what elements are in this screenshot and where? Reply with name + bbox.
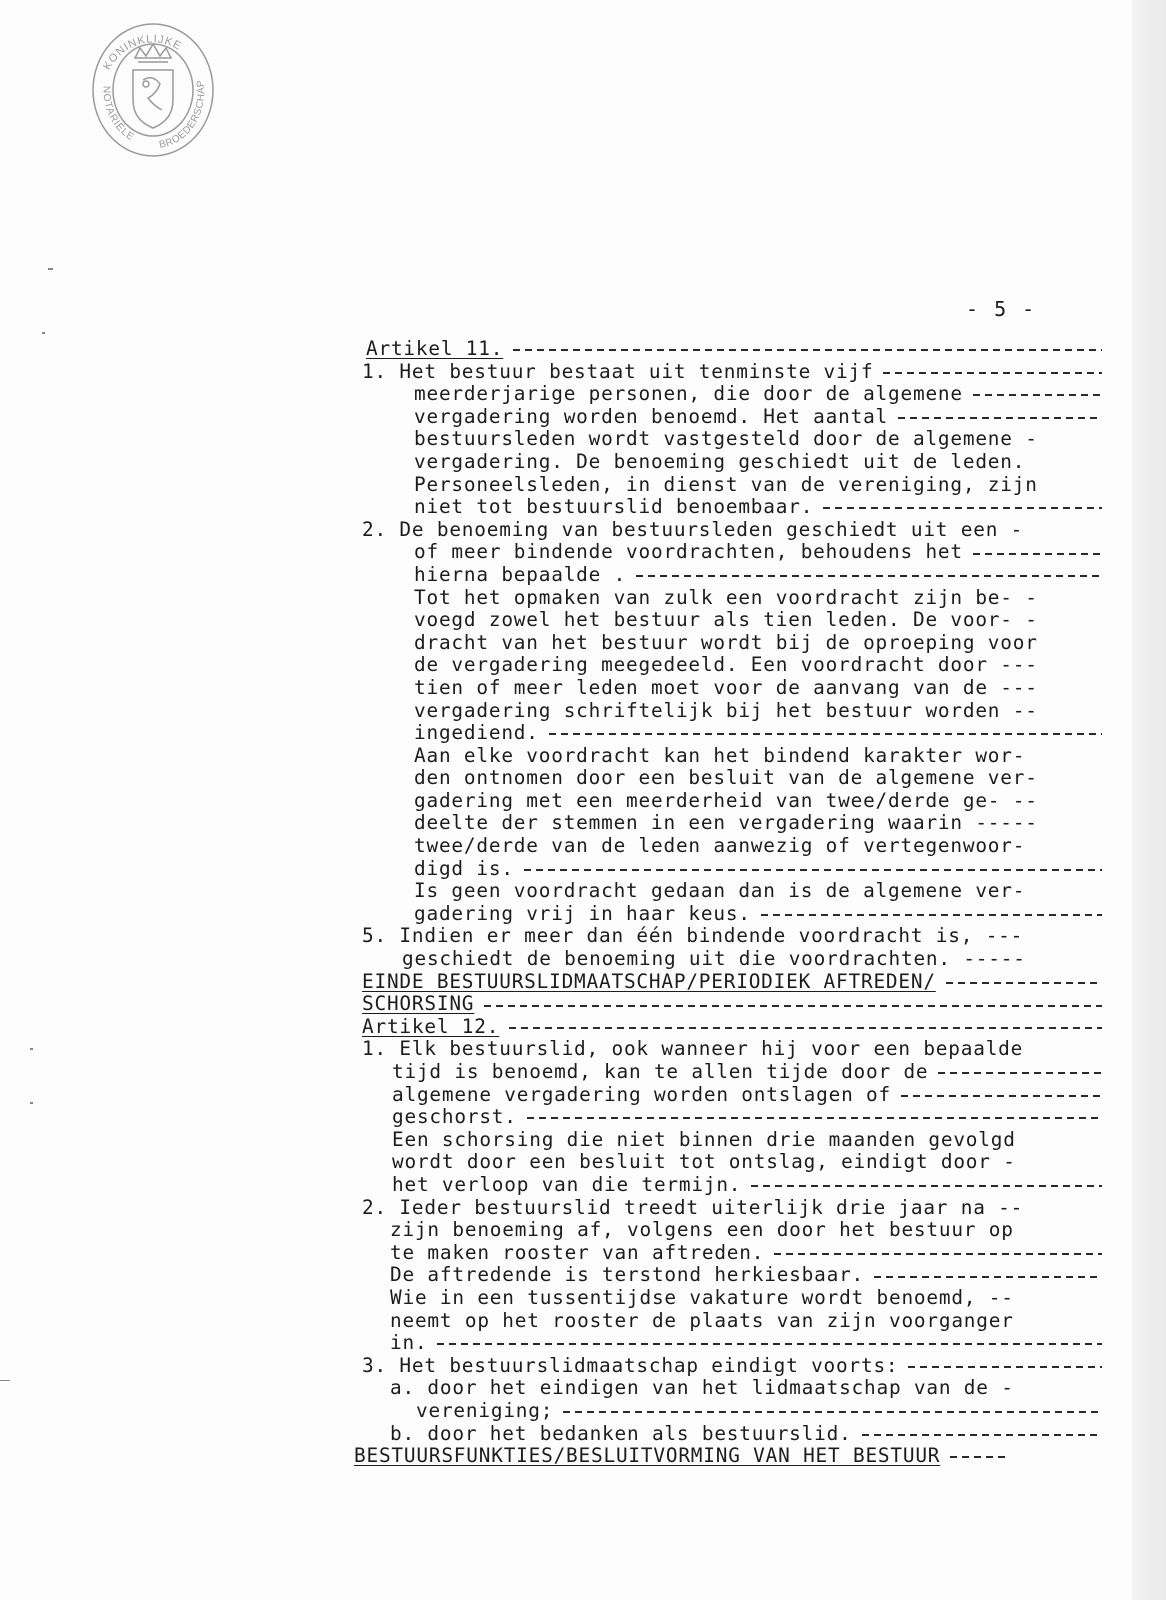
seal-right-text: BROEDERSCHAP xyxy=(158,78,208,151)
seal-left-text: NOTARIËLE xyxy=(100,85,137,144)
text-line: geschiedt de benoeming uit die voordrachten. ----- xyxy=(402,948,1026,971)
text-line: te maken rooster van aftreden. xyxy=(362,1242,1102,1265)
text-line: deelte der stemmen in een vergadering waarin ----- xyxy=(414,812,1038,835)
section-heading: EINDE BESTUURSLIDMAATSCHAP/PERIODIEK AFTREDEN/ xyxy=(362,971,1102,994)
scan-speck xyxy=(0,1380,10,1381)
text-line: Aan elke voordracht kan het bindend karakter wor- xyxy=(414,744,1026,767)
scan-speck xyxy=(48,268,53,270)
text-line: 5. Indien er meer dan één bindende voordracht is, --- xyxy=(362,925,1024,948)
scan-speck xyxy=(30,1048,33,1050)
text-line: 3. Het bestuurslidmaatschap eindigt voorts: xyxy=(362,1355,1102,1378)
text-line: tijd is benoemd, kan te allen tijde door de xyxy=(362,1061,1102,1084)
article-heading: Artikel 11. xyxy=(362,338,1102,361)
text-line: meerderjarige personen, die door de algemene xyxy=(362,383,1102,406)
text-line: b. door het bedanken als bestuurslid. xyxy=(362,1423,1102,1446)
text-line: gadering met een meerderheid van twee/derde ge- -- xyxy=(414,789,1038,812)
text-line: geschorst. xyxy=(362,1106,1102,1129)
notary-seal-stamp xyxy=(88,18,218,163)
text-line: voegd zowel het bestuur als tien leden. De voor- - xyxy=(414,609,1038,632)
svg-text:KONINKLIJKE xyxy=(101,33,183,72)
svg-text:BROEDERSCHAP xyxy=(158,79,207,151)
text-line: neemt op het rooster de plaats van zijn voorganger xyxy=(390,1309,1014,1332)
text-line: Tot het opmaken van zulk een voordracht zijn be- - xyxy=(414,586,1038,609)
deed-text xyxy=(354,338,1102,1468)
text-line: Is geen voordracht gedaan dan is de algemene ver- xyxy=(414,880,1026,903)
text-line: den ontnomen door een besluit van de algemene ver- xyxy=(414,767,1038,790)
scan-speck xyxy=(30,1102,33,1104)
section-heading: BESTUURSFUNKTIES/BESLUITVORMING VAN HET BESTUUR xyxy=(354,1445,1102,1468)
text-line: Personeelsleden, in dienst van de vereniging, zijn xyxy=(414,473,1038,496)
section-heading: SCHORSING xyxy=(362,993,1102,1016)
text-line: twee/derde van de leden aanwezig of vertegenwoor- xyxy=(414,835,1026,858)
scan-speck xyxy=(42,332,45,334)
text-line: De aftredende is terstond herkiesbaar. xyxy=(362,1264,1102,1287)
seal-top-text: KONINKLIJKE xyxy=(101,33,184,73)
text-line: a. door het eindigen van het lidmaatschap van de - xyxy=(390,1377,1014,1400)
text-line: vereniging; xyxy=(362,1400,1102,1423)
text-line: of meer bindende voordrachten, behoudens het xyxy=(362,541,1102,564)
article-heading: Artikel 12. xyxy=(362,1016,1102,1039)
text-line: zijn benoeming af, volgens een door het bestuur op xyxy=(390,1219,1014,1242)
text-line: Een schorsing die niet binnen drie maanden gevolgd xyxy=(392,1128,1016,1151)
text-line: gadering vrij in haar keus. xyxy=(362,903,1102,926)
text-line: wordt door een besluit tot ontslag, eindigt door - xyxy=(392,1151,1016,1174)
text-line: 1. Elk bestuurslid, ook wanneer hij voor een bepaalde xyxy=(362,1038,1024,1061)
text-line: bestuursleden wordt vastgesteld door de algemene - xyxy=(414,428,1038,451)
text-line: digd is. xyxy=(362,858,1102,881)
text-line: niet tot bestuurslid benoembaar. xyxy=(362,496,1102,519)
text-line: hierna bepaalde . xyxy=(362,564,1102,587)
text-line: algemene vergadering worden ontslagen of xyxy=(362,1084,1102,1107)
text-line: vergadering. De benoeming geschiedt uit de leden. xyxy=(414,450,1026,473)
text-line: vergadering schriftelijk bij het bestuur worden -- xyxy=(414,699,1038,722)
text-line: ingediend. xyxy=(362,722,1102,745)
text-line: dracht van het bestuur wordt bij de oproeping voor xyxy=(414,631,1038,654)
text-line: 2. De benoeming van bestuursleden geschiedt uit een - xyxy=(362,518,1024,541)
page-edge xyxy=(1132,0,1166,1600)
text-line: 2. Ieder bestuurslid treedt uiterlijk drie jaar na -- xyxy=(362,1196,1024,1219)
text-line: in. xyxy=(362,1332,1102,1355)
text-line: de vergadering meegedeeld. Een voordracht door --- xyxy=(414,654,1038,677)
text-line: Wie in een tussentijdse vakature wordt benoemd, -- xyxy=(390,1286,1014,1309)
text-line: 1. Het bestuur bestaat uit tenminste vijf xyxy=(362,361,1102,384)
text-line: tien of meer leden moet voor de aanvang van de --- xyxy=(414,676,1038,699)
text-line: vergadering worden benoemd. Het aantal xyxy=(362,406,1102,429)
text-line: het verloop van die termijn. xyxy=(362,1174,1102,1197)
page-number: - 5 - xyxy=(966,297,1037,321)
